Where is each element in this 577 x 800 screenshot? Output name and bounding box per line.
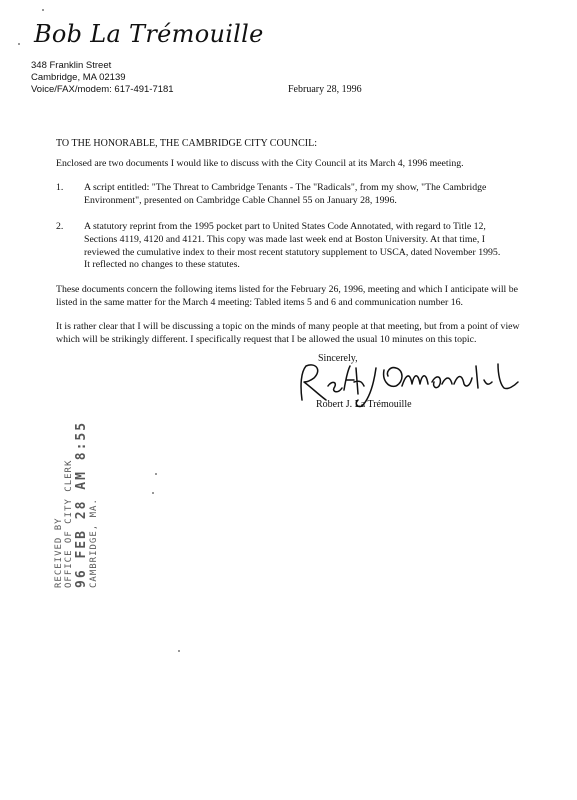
letter-date: February 28, 1996 bbox=[288, 84, 362, 95]
list-item-number: 2. bbox=[56, 221, 64, 232]
request-paragraph: It is rather clear that I will be discussing a topic on the minds of many people at that meeting, but from a point of view which will be strikingly different. I specifically request that I be allowed the usual 10 minutes on this topic. bbox=[56, 321, 520, 345]
stamp-line-received: RECEIVED BY bbox=[54, 517, 64, 588]
sender-street: 348 Franklin Street bbox=[31, 60, 112, 71]
sender-address-block bbox=[31, 60, 174, 96]
stamp-line-datetime: 96 FEB 28 AM 8:55 bbox=[74, 420, 89, 588]
scan-speck bbox=[155, 473, 157, 475]
scan-speck bbox=[18, 43, 20, 45]
stamp-line-office: OFFICE OF CITY CLERK bbox=[64, 459, 74, 588]
received-stamp bbox=[44, 420, 194, 591]
letterhead-name: Bob La Trémouille bbox=[34, 20, 264, 48]
sender-city: Cambridge, MA 02139 bbox=[31, 72, 126, 83]
sender-contact: Voice/FAX/modem: 617-491-7181 bbox=[31, 84, 174, 95]
signer-name: Robert J. La Trémouille bbox=[316, 399, 412, 410]
list-item-number: 1. bbox=[56, 182, 64, 193]
scan-speck bbox=[42, 9, 44, 11]
salutation: TO THE HONORABLE, THE CAMBRIDGE CITY COUNCIL: bbox=[56, 138, 318, 149]
closing: Sincerely, bbox=[318, 353, 358, 364]
stamp-line-location: CAMBRIDGE, MA. bbox=[89, 498, 99, 588]
scan-speck bbox=[178, 650, 180, 652]
scan-speck bbox=[152, 492, 154, 494]
list-item-text: A script entitled: "The Threat to Cambridge Tenants - The "Radicals", from my show, "The Cambridge Environment", presented on Cambridge Cable Channel 55 on January 28, 1996. bbox=[84, 182, 487, 206]
agenda-items-paragraph: These documents concern the following items listed for the February 26, 1996, meeting and which I anticipate will be listed in the same matter for the March 4 meeting: Tabled items 5 and 6 and communication number 16. bbox=[56, 284, 518, 308]
list-item-text: A statutory reprint from the 1995 pocket part to United States Code Annotated, with regard to Title 12, Sections 4119, 4120 and 4121. This copy was made last week end at Boston University. At that time, I reviewed the cumulative index to their most recent statutory supplement to USCA, dated November 1995. It reflected no changes to these statutes. bbox=[84, 221, 501, 271]
intro-paragraph: Enclosed are two documents I would like to discuss with the City Council at its March 4, 1996 meeting. bbox=[56, 158, 464, 169]
